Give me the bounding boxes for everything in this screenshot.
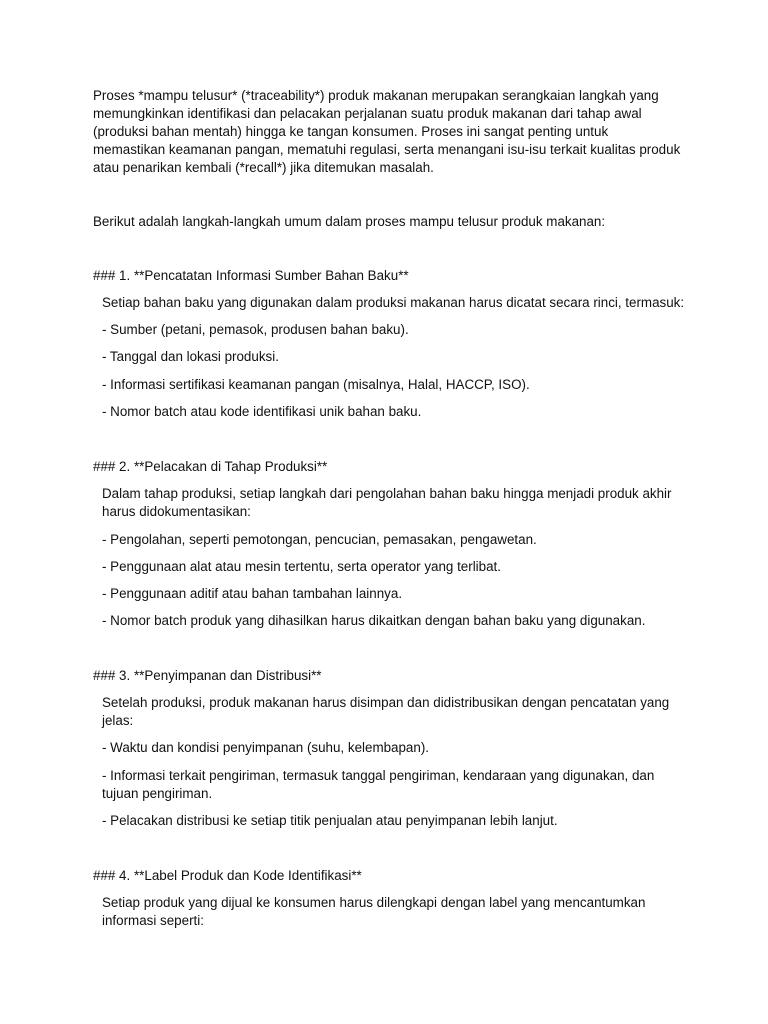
section-2-item: - Pengolahan, seperti pemotongan, pencucian, pemasakan, pengawetan. (102, 532, 537, 547)
section-1-item: - Nomor batch atau kode identifikasi unik bahan baku. (102, 404, 422, 419)
section-1-intro: Setiap bahan baku yang digunakan dalam produksi makanan harus dicatat secara rinci, termasuk: (102, 295, 685, 310)
section-3-intro: Setelah produksi, produk makanan harus disimpan dan didistribusikan dengan pencatatan yang jelas: (102, 695, 670, 728)
section-3-heading: ### 3. **Penyimpanan dan Distribusi** (93, 668, 322, 683)
section-1-item: - Tanggal dan lokasi produksi. (102, 349, 279, 364)
section-4-heading: ### 4. **Label Produk dan Kode Identifikasi** (93, 868, 362, 883)
section-3-item: - Waktu dan kondisi penyimpanan (suhu, kelembapan). (102, 740, 430, 755)
section-3-item: - Informasi terkait pengiriman, termasuk tanggal pengiriman, kendaraan yang digunakan, dan tujuan pengiriman. (102, 768, 655, 801)
intro-paragraph: Proses *mampu telusur* (*traceability*) produk makanan merupakan serangkaian langkah yang memungkinkan identifikasi dan pelacakan perjalanan suatu produk makanan dari tahap awal (produksi bahan mentah) hingga ke tangan konsumen. Proses ini sangat penting untuk memastikan keamanan pangan, mematuhi regulasi, serta menangani isu-isu terkait kualitas produk atau penarikan kembali (*recall*) jika ditemukan masalah. (93, 88, 681, 175)
section-3-item: - Pelacakan distribusi ke setiap titik penjualan atau penyimpanan lebih lanjut. (102, 813, 558, 828)
section-2-item: - Nomor batch produk yang dihasilkan harus dikaitkan dengan bahan baku yang digunakan. (102, 613, 646, 628)
lead-paragraph: Berikut adalah langkah-langkah umum dalam proses mampu telusur produk makanan: (93, 214, 606, 229)
section-2-heading: ### 2. **Pelacakan di Tahap Produksi** (93, 459, 328, 474)
section-1-item: - Informasi sertifikasi keamanan pangan (misalnya, Halal, HACCP, ISO). (102, 377, 530, 392)
section-1-heading: ### 1. **Pencatatan Informasi Sumber Bahan Baku** (93, 268, 409, 283)
section-2-intro: Dalam tahap produksi, setiap langkah dari pengolahan bahan baku hingga menjadi produk akhir harus didokumentasikan: (102, 486, 672, 519)
section-2-item: - Penggunaan aditif atau bahan tambahan lainnya. (102, 586, 403, 601)
section-1-item: - Sumber (petani, pemasok, produsen bahan baku). (102, 322, 409, 337)
section-4-intro: Setiap produk yang dijual ke konsumen harus dilengkapi dengan label yang mencantumkan informasi seperti: (102, 895, 646, 928)
section-2-item: - Penggunaan alat atau mesin tertentu, serta operator yang terlibat. (102, 559, 501, 574)
